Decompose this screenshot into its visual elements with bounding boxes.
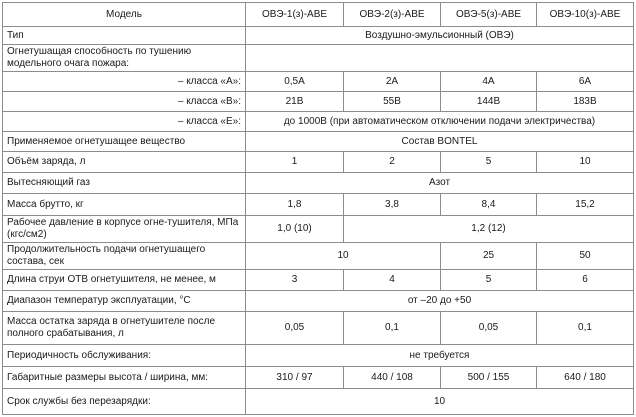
value-jet-length-2: 4 [344,270,441,291]
value-dimensions-4: 640 / 180 [537,367,634,389]
row-label-class-a: – класса «А»: [3,72,246,92]
value-class-b-2: 55В [344,92,441,112]
table-row [3,367,634,389]
table-row [3,312,634,345]
value-gross-mass-3: 8,4 [441,194,537,216]
row-label-charge-volume: Объём заряда, л [3,152,246,173]
row-label-duration: Продолжительность подачи огнетушащего состава, сек [3,243,246,270]
table-row [3,389,634,415]
value-class-a-4: 6А [537,72,634,92]
header-model-2: ОВЭ-2(з)-АВЕ [344,3,441,27]
table-row [3,291,634,312]
value-jet-length-1: 3 [246,270,344,291]
value-jet-length-3: 5 [441,270,537,291]
value-pressure-rest: 1,2 (12) [344,216,634,243]
table-row [3,270,634,291]
value-service-life: 10 [246,389,634,415]
table-row [3,216,634,243]
table-row [3,27,634,45]
value-gross-mass-2: 3,8 [344,194,441,216]
value-temp-range: от –20 до +50 [246,291,634,312]
row-label-temp-range: Диапазон температур эксплуатации, °С [3,291,246,312]
header-model-3: ОВЭ-5(з)-АВЕ [441,3,537,27]
table-row [3,132,634,152]
header-row [3,3,634,27]
row-label-pressure: Рабочее давление в корпусе огне-тушителя, МПа (кгс/см2) [3,216,246,243]
value-residue-1: 0,05 [246,312,344,345]
table-row [3,112,634,132]
value-duration-3: 25 [441,243,537,270]
value-residue-3: 0,05 [441,312,537,345]
row-label-agent: Применяемое огнетушащее вещество [3,132,246,152]
table-row [3,152,634,173]
value-residue-2: 0,1 [344,312,441,345]
table-row [3,243,634,270]
table-row [3,194,634,216]
value-agent: Состав BONTEL [246,132,634,152]
header-model-1: ОВЭ-1(з)-АВЕ [246,3,344,27]
value-class-b-4: 183В [537,92,634,112]
value-jet-length-4: 6 [537,270,634,291]
value-pressure-1: 1,0 (10) [246,216,344,243]
specifications-table [2,2,634,415]
header-model-4: ОВЭ-10(з)-АВЕ [537,3,634,27]
value-type: Воздушно-эмульсионный (ОВЭ) [246,27,634,45]
value-class-b-3: 144В [441,92,537,112]
table-row [3,92,634,112]
table-row [3,72,634,92]
row-label-jet-length: Длина струи ОТВ огнетушителя, не менее, м [3,270,246,291]
row-label-gross-mass: Масса брутто, кг [3,194,246,216]
value-charge-volume-1: 1 [246,152,344,173]
row-label-capacity: Огнетушащая способность по тушению модельного очага пожара: [3,45,246,72]
row-label-type: Тип [3,27,246,45]
value-gross-mass-1: 1,8 [246,194,344,216]
value-gross-mass-4: 15,2 [537,194,634,216]
row-label-propellant: Вытесняющий газ [3,173,246,194]
value-dimensions-1: 310 / 97 [246,367,344,389]
value-charge-volume-3: 5 [441,152,537,173]
value-duration-1-2: 10 [246,243,441,270]
table-row [3,173,634,194]
value-class-e: до 1000В (при автоматическом отключении подачи электричества) [246,112,634,132]
value-class-b-1: 21В [246,92,344,112]
row-label-service-life: Срок службы без перезарядки: [3,389,246,415]
value-duration-4: 50 [537,243,634,270]
value-class-a-1: 0,5А [246,72,344,92]
value-charge-volume-4: 10 [537,152,634,173]
value-class-a-3: 4А [441,72,537,92]
value-capacity-empty [246,45,634,72]
value-residue-4: 0,1 [537,312,634,345]
value-charge-volume-2: 2 [344,152,441,173]
row-label-dimensions: Габаритные размеры высота / ширина, мм: [3,367,246,389]
value-dimensions-2: 440 / 108 [344,367,441,389]
table-row [3,45,634,72]
row-label-class-b: – класса «В»: [3,92,246,112]
value-dimensions-3: 500 / 155 [441,367,537,389]
value-propellant: Азот [246,173,634,194]
row-label-service: Периодичность обслуживания: [3,345,246,367]
row-label-residue: Масса остатка заряда в огнетушителе после полного срабатывания, л [3,312,246,345]
value-service: не требуется [246,345,634,367]
row-label-class-e: – класса «Е»: [3,112,246,132]
table-row [3,345,634,367]
header-label: Модель [3,3,246,27]
value-class-a-2: 2А [344,72,441,92]
